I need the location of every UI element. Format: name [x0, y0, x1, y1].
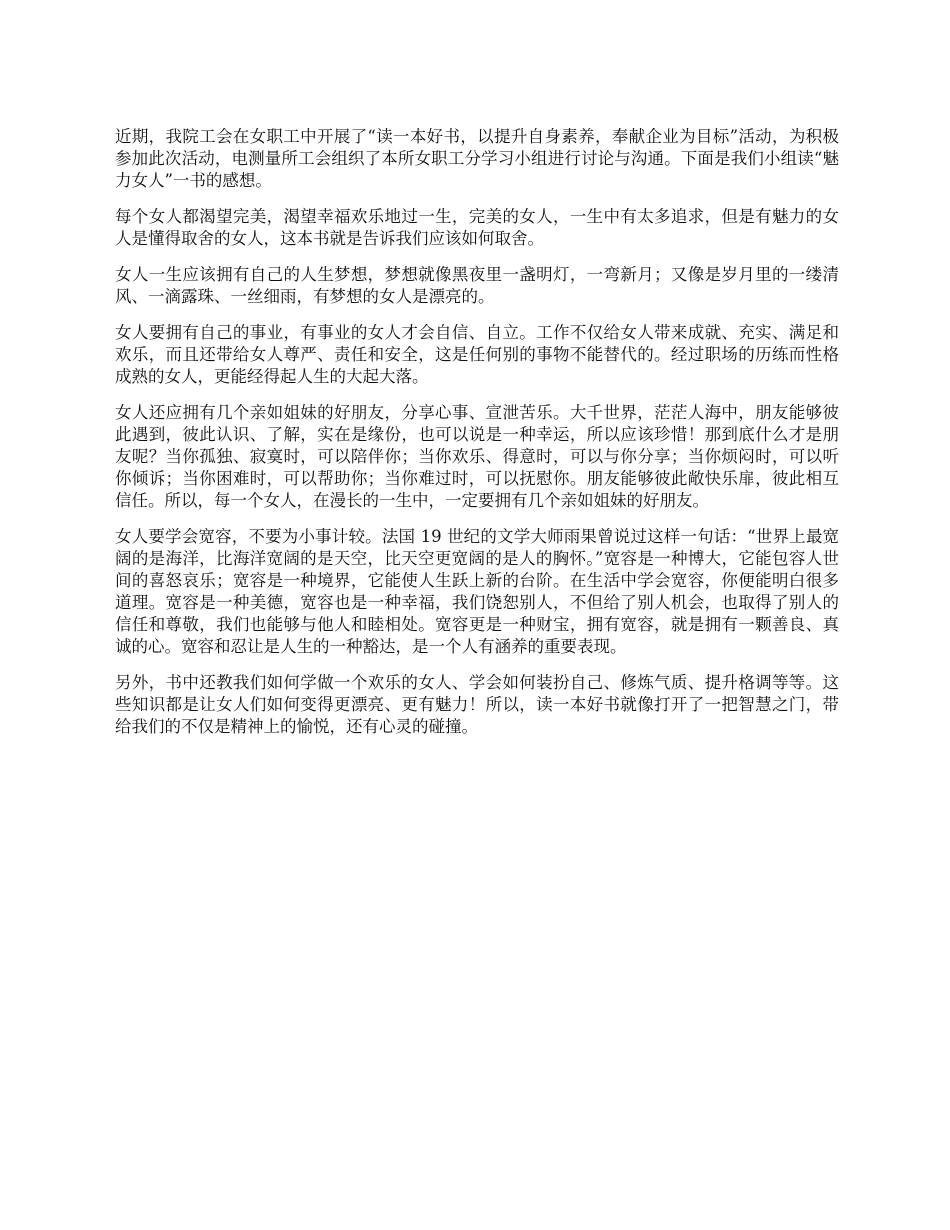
paragraph-tolerance: 女人要学会宽容，不要为小事计较。法国 19 世纪的文学大师雨果曾说过这样一句话：“世界上最宽阔的是海洋，比海洋宽阔的是天空，比天空更宽阔的是人的胸怀。”宽容是一种博大，它能包容人世间的喜怒哀乐；宽容是一种境界，它能使人生跃上新的台阶。在生活中学会宽容，你便能明白很多道理。宽容是一种美德，宽容也是一种幸福，我们饶恕别人，不但给了别人机会，也取得了别人的信任和尊敬，我们也能够与他人和睦相处。宽容更是一种财宝，拥有宽容，就是拥有一颗善良、真诚的心。宽容和忍让是人生的一种豁达，是一个人有涵养的重要表现。 [115, 527, 839, 656]
paragraph-career: 女人要拥有自己的事业，有事业的女人才会自信、自立。工作不仅给女人带来成就、充实、满足和欢乐，而且还带给女人尊严、责任和安全，这是任何别的事物不能替代的。经过职场的历练而性格成熟的女人，更能经得起人生的大起大落。 [115, 323, 839, 386]
paragraph-conclusion: 另外，书中还教我们如何学做一个欢乐的女人、学会如何装扮自己、修炼气质、提升格调等等。这些知识都是让女人们如何变得更漂亮、更有魅力！所以，读一本好书就像打开了一把智慧之门，带给我们的不仅是精神上的愉悦，还有心灵的碰撞。 [115, 673, 839, 736]
paragraph-dreams: 女人一生应该拥有自己的人生梦想，梦想就像黑夜里一盏明灯，一弯新月；又像是岁月里的一缕清风、一滴露珠、一丝细雨，有梦想的女人是漂亮的。 [115, 265, 839, 306]
paragraph-choices: 每个女人都渴望完美，渴望幸福欢乐地过一生，完美的女人，一生中有太多追求，但是有魅力的女人是懂得取舍的女人，这本书就是告诉我们应该如何取舍。 [115, 207, 839, 248]
paragraph-intro: 近期，我院工会在女职工中开展了“读一本好书，以提升自身素养，奉献企业为目标”活动，为积极参加此次活动，电测量所工会组织了本所女职工分学习小组进行讨论与沟通。下面是我们小组读“魅力女人”一书的感想。 [115, 127, 839, 190]
paragraph-friends: 女人还应拥有几个亲如姐妹的好朋友，分享心事、宣泄苦乐。大千世界，茫茫人海中，朋友能够彼此遇到，彼此认识、了解，实在是缘份，也可以说是一种幸运，所以应该珍惜！那到底什么才是朋友呢？当你孤独、寂寞时，可以陪伴你；当你欢乐、得意时，可以与你分享；当你烦闷时，可以听你倾诉；当你困难时，可以帮助你；当你难过时，可以抚慰你。朋友能够彼此敞快乐扉，彼此相互信任。所以，每一个女人，在漫长的一生中，一定要拥有几个亲如姐妹的好朋友。 [115, 403, 839, 510]
document-body [115, 126, 839, 752]
